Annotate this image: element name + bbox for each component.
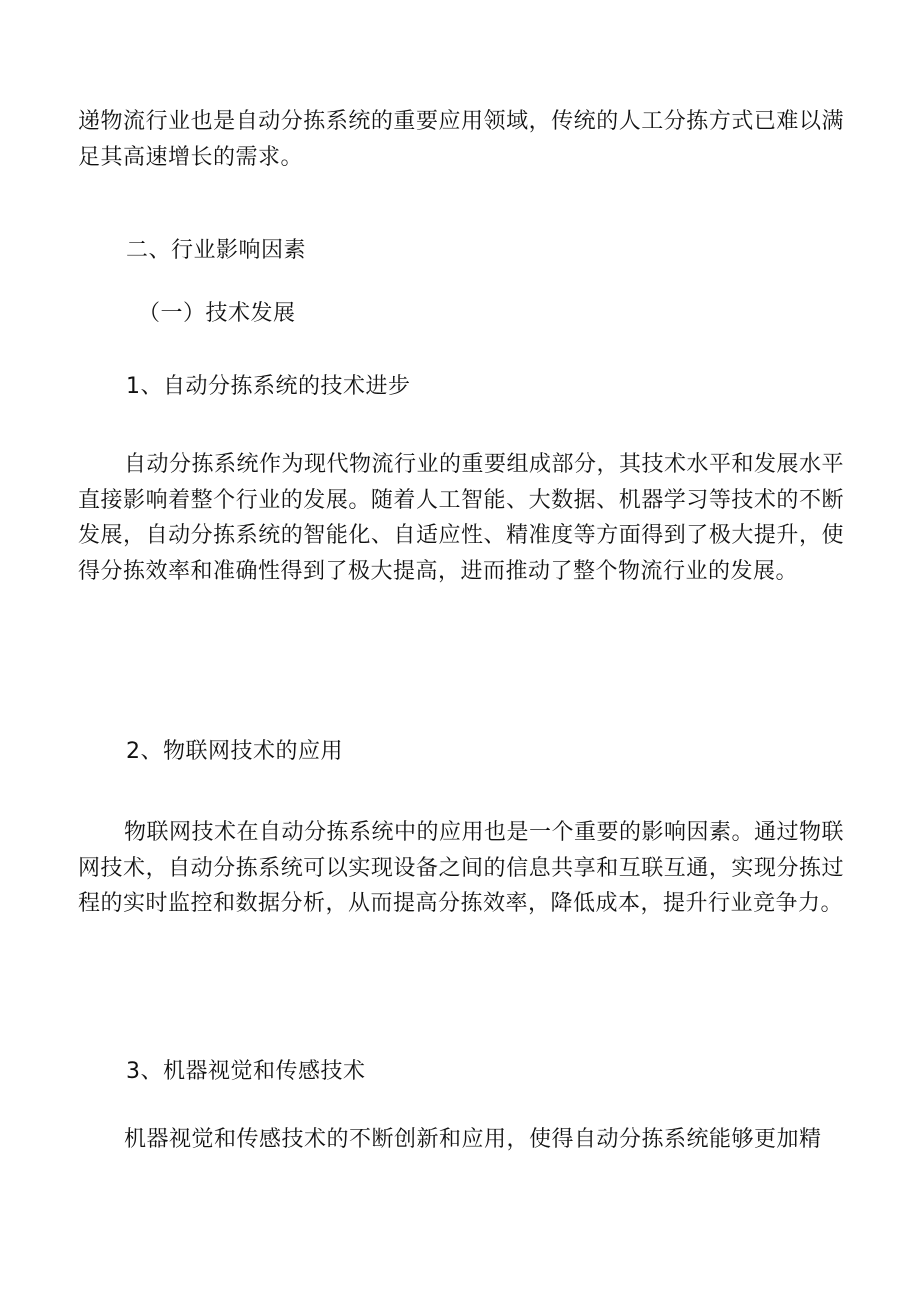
section-heading-industry-factors: 二、行业影响因素	[126, 238, 307, 263]
item-heading-iot-application: 2、物联网技术的应用	[126, 739, 343, 764]
item-heading-vision-sensing: 3、机器视觉和传感技术	[126, 1059, 366, 1084]
paragraph-sorting-tech-progress: 自动分拣系统作为现代物流行业的重要组成部分，其技术水平和发展水平直接影响着整个行业的发展。随着人工智能、大数据、机器学习等技术的不断发展，自动分拣系统的智能化、自适应性、精准度等方面得到了极大提升，使得分拣效率和准确性得到了极大提高，进而推动了整个物流行业的发展。	[78, 452, 845, 584]
subsection-heading-tech-development: （一）技术发展	[138, 301, 296, 326]
paragraph-continuation: 递物流行业也是自动分拣系统的重要应用领域，传统的人工分拣方式已难以满足其高速增长的需求。	[78, 109, 844, 170]
paragraph-iot-application: 物联网技术在自动分拣系统中的应用也是一个重要的影响因素。通过物联网技术，自动分拣系统可以实现设备之间的信息共享和互联互通，实现分拣过程的实时监控和数据分析，从而提高分拣效率，降低成本，提升行业竞争力。	[78, 820, 845, 916]
paragraph-vision-sensing: 机器视觉和传感技术的不断创新和应用，使得自动分拣系统能够更加精	[124, 1127, 822, 1152]
item-heading-sorting-tech-progress: 1、自动分拣系统的技术进步	[126, 374, 411, 399]
